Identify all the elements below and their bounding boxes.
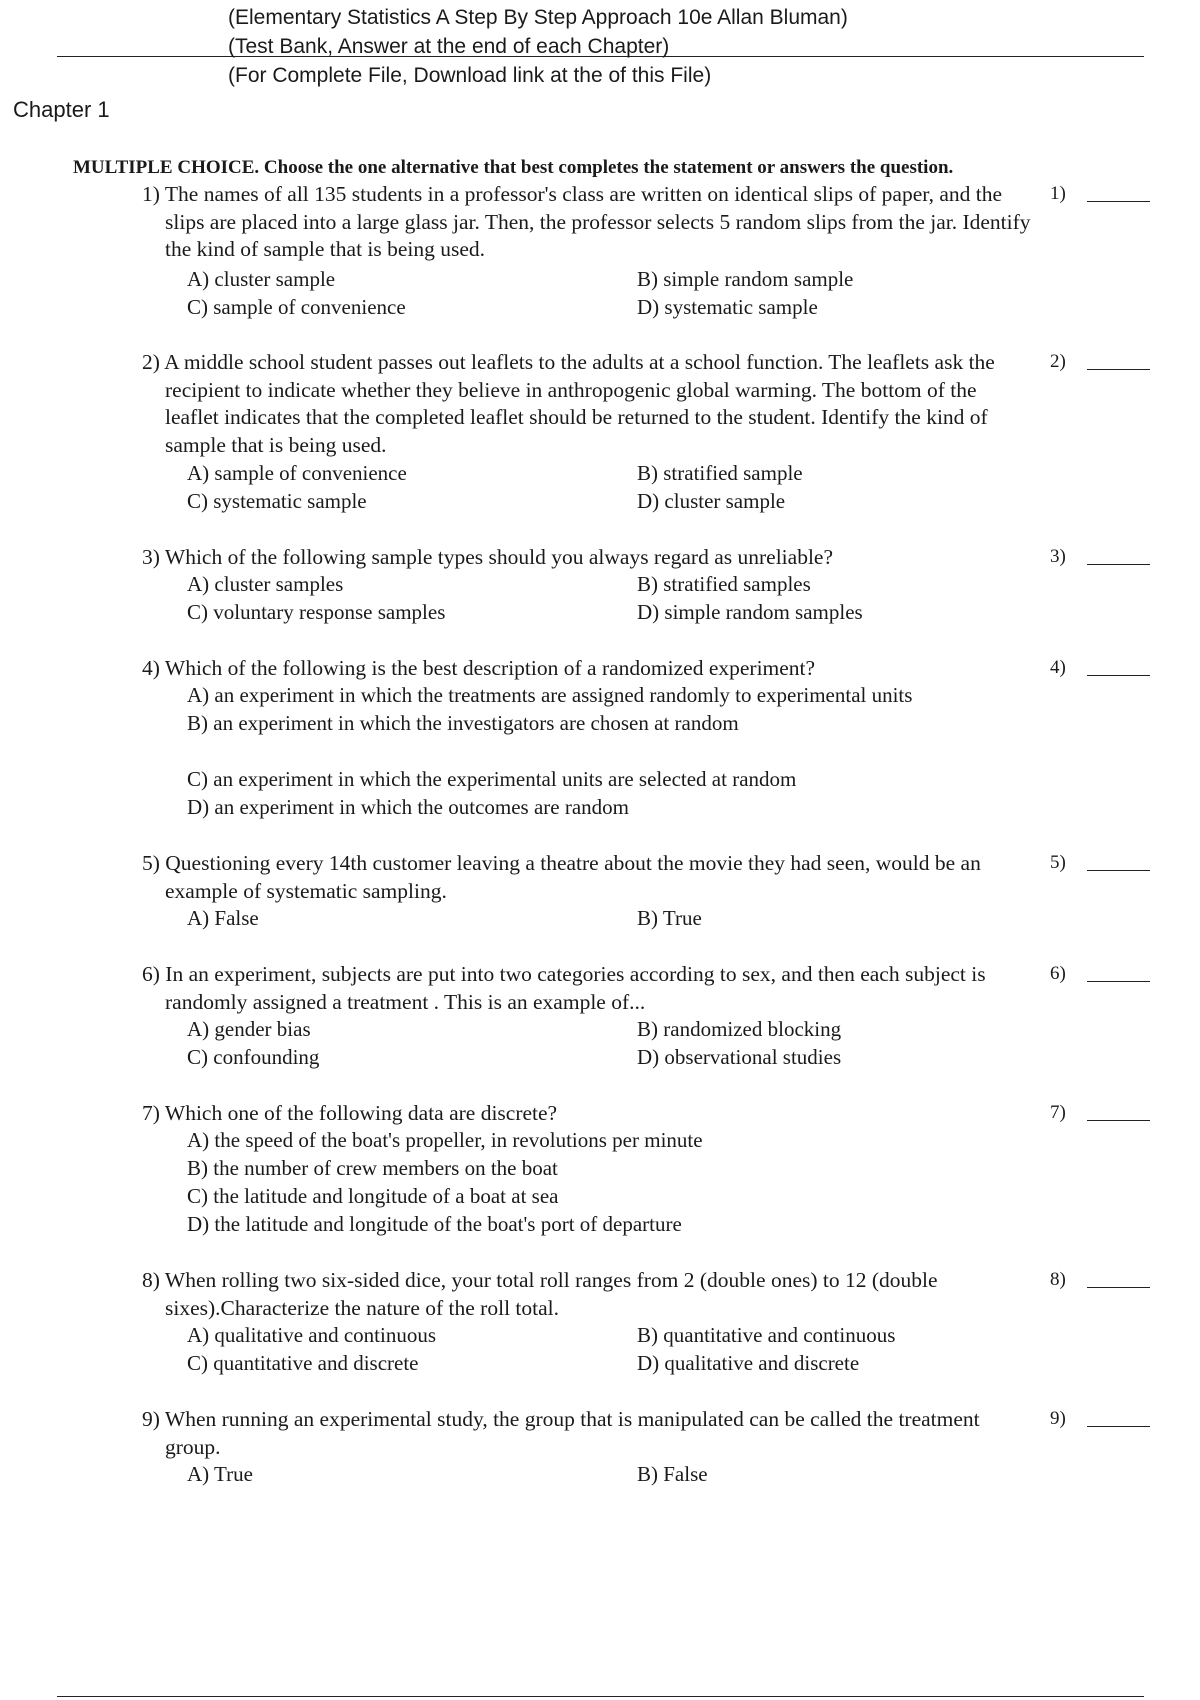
option-d: D) systematic sample [637, 295, 818, 319]
option-b: B) the number of crew members on the boat [187, 1156, 558, 1180]
option-d: D) qualitative and discrete [637, 1351, 860, 1375]
option-b: B) an experiment in which the investigators are chosen at random [187, 711, 739, 735]
option-c: C) an experiment in which the experimental units are selected at random [187, 767, 797, 791]
option-b: B) quantitative and continuous [637, 1323, 896, 1347]
question-stem: 3) Which of the following sample types should you always regard as unreliable? [142, 545, 834, 569]
option-d: D) an experiment in which the outcomes are random [187, 795, 630, 819]
option-a: A) True [187, 1462, 253, 1486]
answer-blank[interactable] [1087, 1287, 1150, 1288]
document-subtitle: (Test Bank, Answer at the end of each Chapter) [228, 35, 670, 58]
option-d: D) observational studies [637, 1045, 842, 1069]
chapter-heading: Chapter 1 [13, 97, 110, 122]
answer-blank[interactable] [1087, 1120, 1150, 1121]
question-stem: 9) When running an experimental study, the group that is manipulated can be called the treatment group. [142, 1407, 980, 1459]
option-a: A) gender bias [187, 1017, 311, 1041]
question-stem: 4) Which of the following is the best description of a randomized experiment? [142, 656, 816, 680]
answer-number: 8) [1050, 1269, 1066, 1290]
option-c: C) voluntary response samples [187, 600, 446, 624]
answer-number: 4) [1050, 657, 1066, 678]
section-instructions: MULTIPLE CHOICE. Choose the one alternative that best completes the statement or answers the question. [73, 157, 954, 178]
option-d: D) cluster sample [637, 489, 786, 513]
answer-number: 1) [1050, 183, 1066, 204]
answer-blank[interactable] [1087, 201, 1150, 202]
question-stem: 5) Questioning every 14th customer leaving a theatre about the movie they had seen, would be an example of systematic sampling. [142, 851, 981, 903]
option-b: B) randomized blocking [637, 1017, 842, 1041]
answer-blank[interactable] [1087, 870, 1150, 871]
answer-blank[interactable] [1087, 564, 1150, 565]
option-b: B) False [637, 1462, 708, 1486]
option-b: B) stratified sample [637, 461, 803, 485]
option-d: D) the latitude and longitude of the boat's port of departure [187, 1212, 682, 1236]
question-stem: 7) Which one of the following data are discrete? [142, 1101, 558, 1125]
document-title: (Elementary Statistics A Step By Step Approach 10e Allan Bluman) [228, 6, 848, 29]
answer-number: 5) [1050, 852, 1066, 873]
answer-number: 6) [1050, 963, 1066, 984]
question-stem: 2) A middle school student passes out leaflets to the adults at a school function. The leaflets ask the recipient to indicate whether they believe in anthropogenic global warming. The bottom of the leaflet indicates that the completed leaflet should be returned to the student. Identify the kind of sample that is being used. [142, 350, 995, 457]
option-c: C) the latitude and longitude of a boat at sea [187, 1184, 559, 1208]
option-b: B) simple random sample [637, 267, 854, 291]
download-note: (For Complete File, Download link at the of this File) [228, 64, 712, 87]
option-a: A) cluster samples [187, 572, 344, 596]
question-stem: 8) When rolling two six-sided dice, your total roll ranges from 2 (double ones) to 12 (double sixes).Characterize the nature of the roll total. [142, 1268, 938, 1320]
option-c: C) quantitative and discrete [187, 1351, 419, 1375]
option-a: A) the speed of the boat's propeller, in revolutions per minute [187, 1128, 703, 1152]
answer-blank[interactable] [1087, 675, 1150, 676]
option-a: A) qualitative and continuous [187, 1323, 437, 1347]
answer-number: 3) [1050, 546, 1066, 567]
answer-blank[interactable] [1087, 981, 1150, 982]
option-a: A) cluster sample [187, 267, 336, 291]
option-b: B) stratified samples [637, 572, 811, 596]
option-a: A) sample of convenience [187, 461, 407, 485]
question-stem: 1) The names of all 135 students in a professor's class are written on identical slips of paper, and the slips are placed into a large glass jar. Then, the professor selects 5 random slips from the jar. Identify the kind of sample that is being used. [142, 182, 1031, 261]
option-b: B) True [637, 906, 702, 930]
question-stem: 6) In an experiment, subjects are put into two categories according to sex, and then each subject is randomly assigned a treatment . This is an example of... [142, 962, 986, 1014]
answer-number: 2) [1050, 351, 1066, 372]
answer-number: 9) [1050, 1408, 1066, 1429]
option-a: A) an experiment in which the treatments are assigned randomly to experimental units [187, 683, 913, 707]
answer-blank[interactable] [1087, 1426, 1150, 1427]
option-a: A) False [187, 906, 259, 930]
option-c: C) systematic sample [187, 489, 367, 513]
option-c: C) sample of convenience [187, 295, 406, 319]
answer-blank[interactable] [1087, 369, 1150, 370]
footer-rule [57, 1696, 1144, 1697]
option-d: D) simple random samples [637, 600, 863, 624]
answer-number: 7) [1050, 1102, 1066, 1123]
option-c: C) confounding [187, 1045, 320, 1069]
